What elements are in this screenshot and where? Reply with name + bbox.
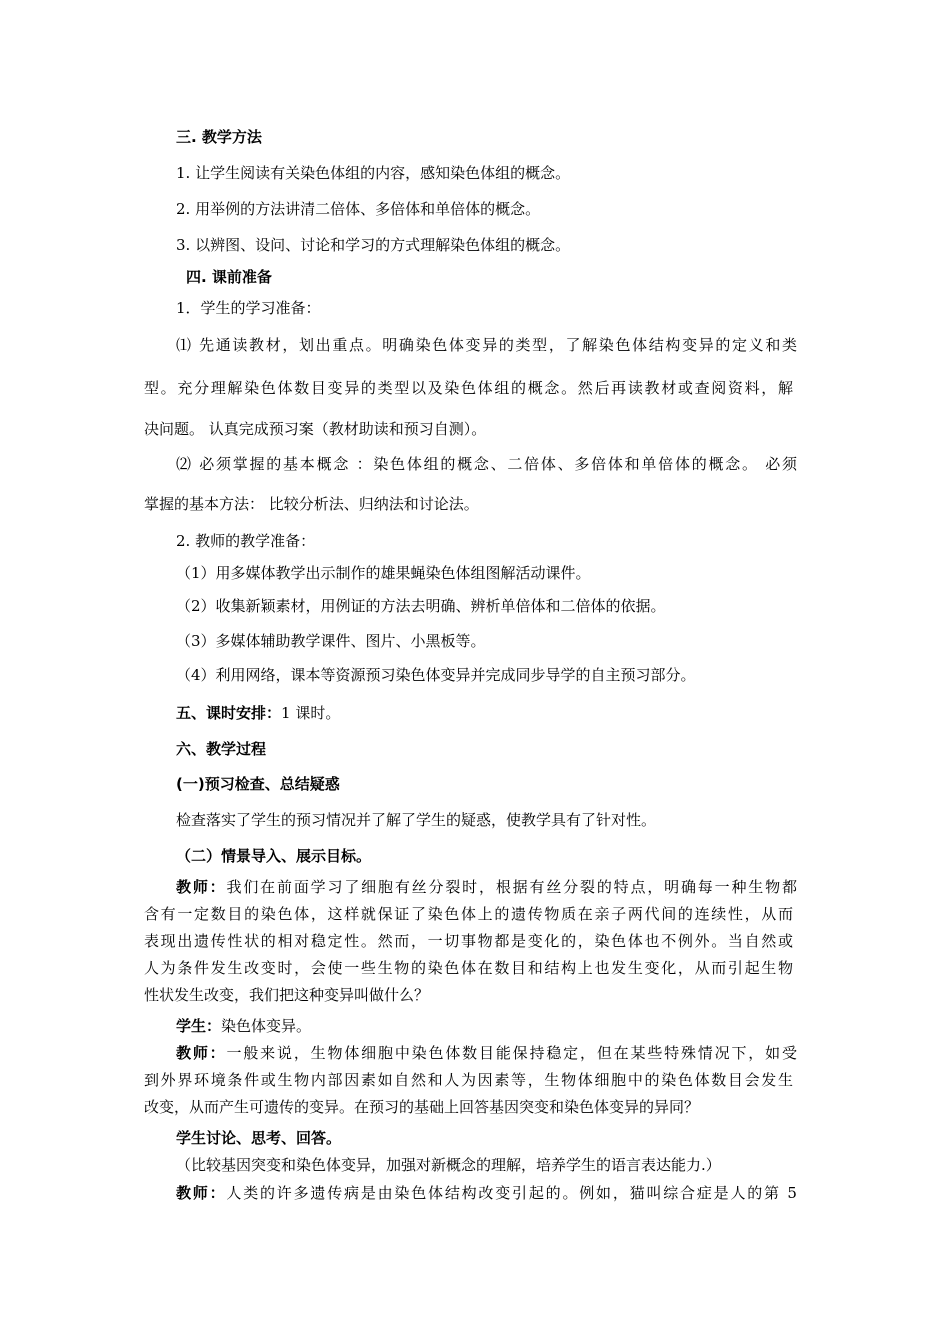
teacher-label: 教师：: [176, 1184, 227, 1202]
dialogue-teacher-1-line3: 表现出遗传性状的相对稳定性。然而，一切事物都是变化的，染色体也不例外。当自然或: [144, 932, 793, 950]
student-prep-p2-line2: 掌握的基本方法： 比较分析法、归纳法和讨论法。: [144, 495, 479, 513]
section-heading-process: 六、教学过程: [176, 740, 267, 758]
student-label: 学生：: [176, 1017, 222, 1035]
dialogue-teacher-1-line4: 人为条件发生改变时，会使一些生物的染色体在数目和结构上也发生变化，从而引起生物: [144, 959, 793, 977]
class-hours-label: 五、课时安排：: [176, 704, 282, 722]
student-prep-p1-line1: ⑴ 先通读教材，划出重点。明确染色体变异的类型，了解染色体结构变异的定义和类: [176, 336, 797, 354]
preview-check-text: 检查落实了学生的预习情况并了解了学生的疑惑，使教学具有了针对性。: [176, 811, 657, 829]
method-item-2: 2. 用举例的方法讲清二倍体、多倍体和单倍体的概念。: [176, 200, 541, 218]
student-prep-p2-line1: ⑵ 必须掌握的基本概念 ：染色体组的概念、二倍体、多倍体和单倍体的概念。 必须: [176, 455, 797, 473]
teacher-prep-item-3: （3）多媒体辅助教学课件、图片、小黑板等。: [176, 632, 486, 650]
student-discussion: 学生讨论、思考、回答。: [176, 1129, 342, 1147]
dialogue-teacher-1-line1: 教师：我们在前面学习了细胞有丝分裂时，根据有丝分裂的特点，明确每一种生物都: [176, 878, 797, 896]
dialogue-student-1: 学生：染色体变异。: [176, 1017, 312, 1035]
method-item-1: 1. 让学生阅读有关染色体组的内容，感知染色体组的概念。: [176, 164, 571, 182]
dialogue-teacher-1-line5: 性状发生改变，我们把这种变异叫做什么？: [144, 986, 430, 1004]
teacher-prep-item-1: （1）用多媒体教学出示制作的雄果蝇染色体组图解活动课件。: [176, 564, 591, 582]
dialogue-teacher-2-line3: 改变，从而产生可遗传的变异。在预习的基础上回答基因突变和染色体变异的异同？: [144, 1098, 700, 1116]
teacher-label: 教师：: [176, 878, 227, 896]
teacher-prep-item-4: （4）利用网络，课本等资源预习染色体变异并完成同步导学的自主预习部分。: [176, 666, 696, 684]
student-prep-p1-line3: 决问题。 认真完成预习案（教材助读和预习自测）。: [144, 420, 487, 438]
method-item-3: 3. 以辨图、设问、讨论和学习的方式理解染色体组的概念。: [176, 236, 571, 254]
subsection-heading-preview-check: (一)预习检查、总结疑惑: [176, 775, 340, 793]
teacher-prep-title: 2. 教师的教学准备：: [176, 532, 316, 550]
teacher-prep-item-2: （2）收集新颖素材，用例证的方法去明确、辨析单倍体和二倍体的依据。: [176, 597, 666, 615]
class-hours-value: 1 课时。: [281, 704, 341, 722]
dialogue-teacher-2-line2: 到外界环境条件或生物内部因素如自然和人为因素等，生物体细胞中的染色体数目会发生: [144, 1071, 793, 1089]
section-heading-teaching-methods: 三. 教学方法: [176, 128, 262, 146]
student-prep-p1-line2: 型。充分理解染色体数目变异的类型以及染色体组的概念。然后再读教材或查阅资料，解: [144, 379, 793, 397]
student-prep-title: 1．学生的学习准备：: [176, 299, 321, 317]
dialogue-teacher-3-line1: 教师：人类的许多遗传病是由染色体结构改变引起的。例如，猫叫综合症是人的第 5: [176, 1184, 797, 1202]
dialogue-teacher-1-line2: 含有一定数目的染色体，这样就保证了染色体上的遗传物质在亲子两代间的连续性，从而: [144, 905, 793, 923]
dialogue-teacher-2-line1: 教师：一般来说，生物体细胞中染色体数目能保持稳定，但在某些特殊情况下，如受: [176, 1044, 797, 1062]
teacher-label: 教师：: [176, 1044, 227, 1062]
teaching-note: （比较基因突变和染色体变异，加强对新概念的理解，培养学生的语言表达能力.）: [176, 1156, 721, 1174]
subsection-heading-scenario: （二）情景导入、展示目标。: [176, 847, 372, 865]
section-heading-preparation: 四. 课前准备: [186, 268, 272, 286]
class-hours: [176, 703, 340, 723]
